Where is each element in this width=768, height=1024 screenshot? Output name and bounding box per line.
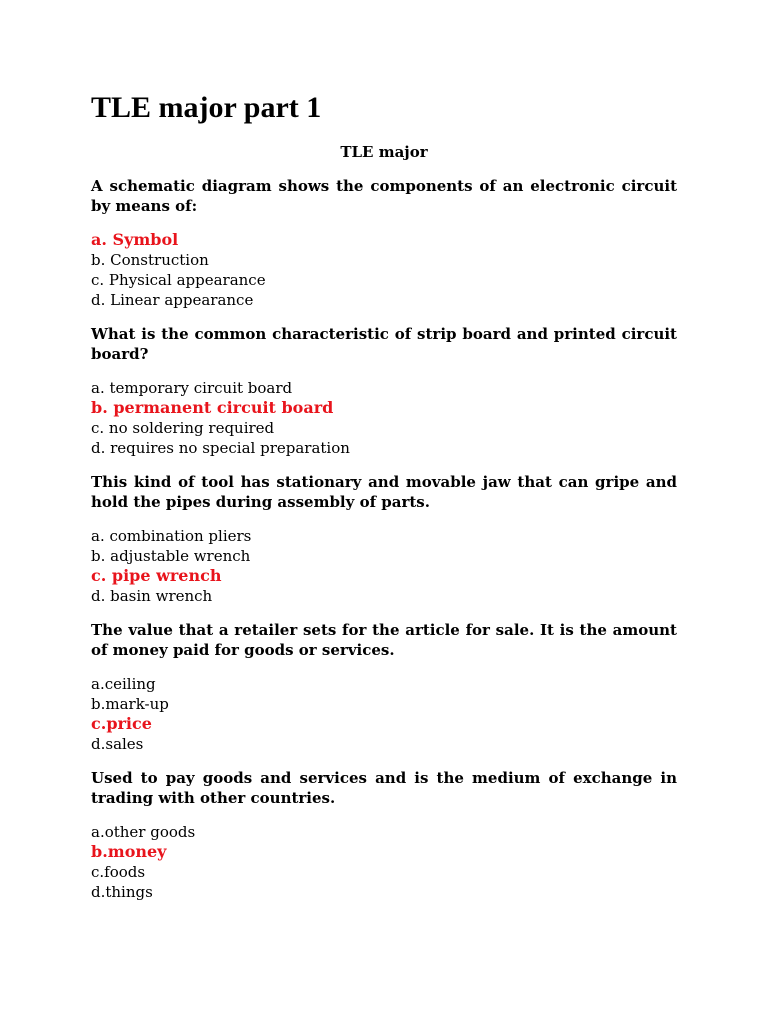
correct-answer-option: c. pipe wrench <box>91 566 222 585</box>
answer-option: b.mark-up <box>91 695 169 713</box>
answer-option: a.other goods <box>91 823 196 841</box>
question-block <box>91 324 677 458</box>
page-title: TLE major part 1 <box>91 91 322 124</box>
question-block <box>91 176 677 310</box>
answer-option: b. Construction <box>91 251 209 269</box>
answer-options <box>91 230 677 310</box>
question-text: This kind of tool has stationary and movable jaw that can gripe and hold the pipes during assembly of parts. <box>91 473 677 511</box>
answer-option: a. temporary circuit board <box>91 379 293 397</box>
answer-option: c. no soldering required <box>91 419 275 437</box>
answer-option: a.ceiling <box>91 675 156 693</box>
answer-option: d. basin wrench <box>91 587 213 605</box>
question-text: A schematic diagram shows the components of an electronic circuit by means of: <box>91 177 677 215</box>
correct-answer-option: b.money <box>91 842 167 861</box>
question-text: The value that a retailer sets for the article for sale. It is the amount of money paid for goods or services. <box>91 621 677 659</box>
answer-option: d. Linear appearance <box>91 291 254 309</box>
question-block <box>91 620 677 754</box>
answer-option: d.things <box>91 883 153 901</box>
answer-option: c. Physical appearance <box>91 271 266 289</box>
question-text: Used to pay goods and services and is the medium of exchange in trading with other countries. <box>91 769 677 807</box>
answer-options <box>91 674 677 754</box>
correct-answer-option: b. permanent circuit board <box>91 398 334 417</box>
answer-option: c.foods <box>91 863 146 881</box>
correct-answer-option: c.price <box>91 714 152 733</box>
question-text: What is the common characteristic of strip board and printed circuit board? <box>91 325 677 363</box>
question-block <box>91 472 677 606</box>
answer-options <box>91 526 677 606</box>
answer-option: d.sales <box>91 735 144 753</box>
correct-answer-option: a. Symbol <box>91 230 179 249</box>
document-subtitle: TLE major <box>340 143 428 161</box>
answer-options <box>91 822 677 902</box>
answer-option: d. requires no special preparation <box>91 439 350 457</box>
question-block <box>91 768 677 902</box>
answer-option: a. combination pliers <box>91 527 252 545</box>
answer-options <box>91 378 677 458</box>
answer-option: b. adjustable wrench <box>91 547 251 565</box>
